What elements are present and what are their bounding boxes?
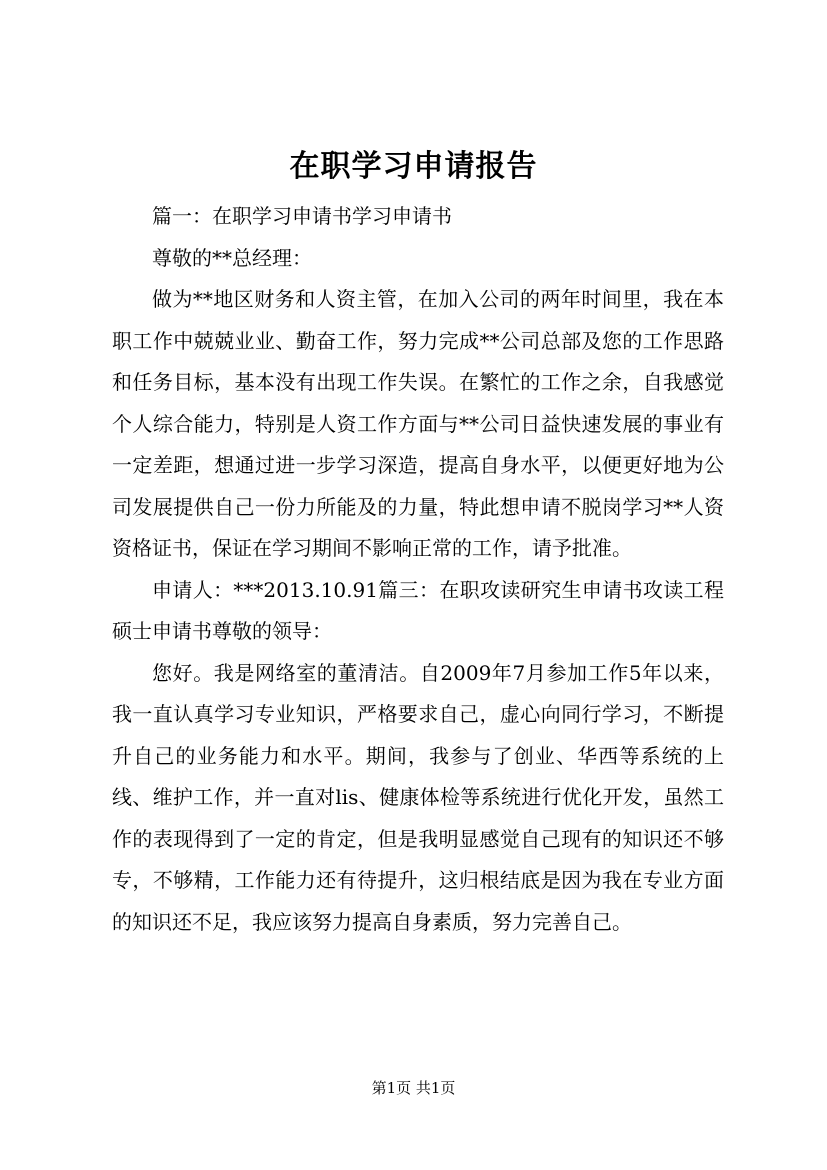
document-title: 在职学习申请报告 (289, 149, 538, 184)
page-footer: 第1页 共1页 (371, 1079, 456, 1097)
paragraph-applicant-signature: 申请人：***2013.10.91篇三：在职攻读研究生申请书攻读工程硕士申请书尊敬的领导： (112, 577, 724, 643)
paragraph-salutation: 尊敬的**总经理： (152, 245, 312, 270)
paragraph-request-body: 做为**地区财务和人资主管，在加入公司的两年时间里，我在本职工作中兢兢业业、勤奋工作，努力完成**公司总部及您的工作思路和任务目标，基本没有出现工作失误。在繁忙的工作之余，自我感觉个人综合能力，特别是人资工作方面与**公司日益快速发展的事业有一定差距，想通过进一步学习深造，提高自身水平，以便更好地为公司发展提供自己一份力所能及的力量，特此想申请不脱岗学习**人资资格证书，保证在学习期间不影响正常的工作，请予批准。 (112, 287, 724, 560)
document-body (112, 196, 724, 943)
paragraph-second-letter-body: 您好。我是网络室的董清洁。自2009年7月参加工作5年以来，我一直认真学习专业知识，严格要求自己，虚心向同行学习，不断提升自己的业务能力和水平。期间，我参与了创业、华西等系统的上线、维护工作，并一直对lis、健康体检等系统进行优化开发，虽然工作的表现得到了一定的肯定，但是我明显感觉自己现有的知识还不够专，不够精，工作能力还有待提升，这归根结底是因为我在专业方面的知识还不足，我应该努力提高自身素质，努力完善自己。 (112, 660, 724, 934)
paragraph-heading-section-1: 篇一：在职学习申请书学习申请书 (152, 204, 452, 228)
